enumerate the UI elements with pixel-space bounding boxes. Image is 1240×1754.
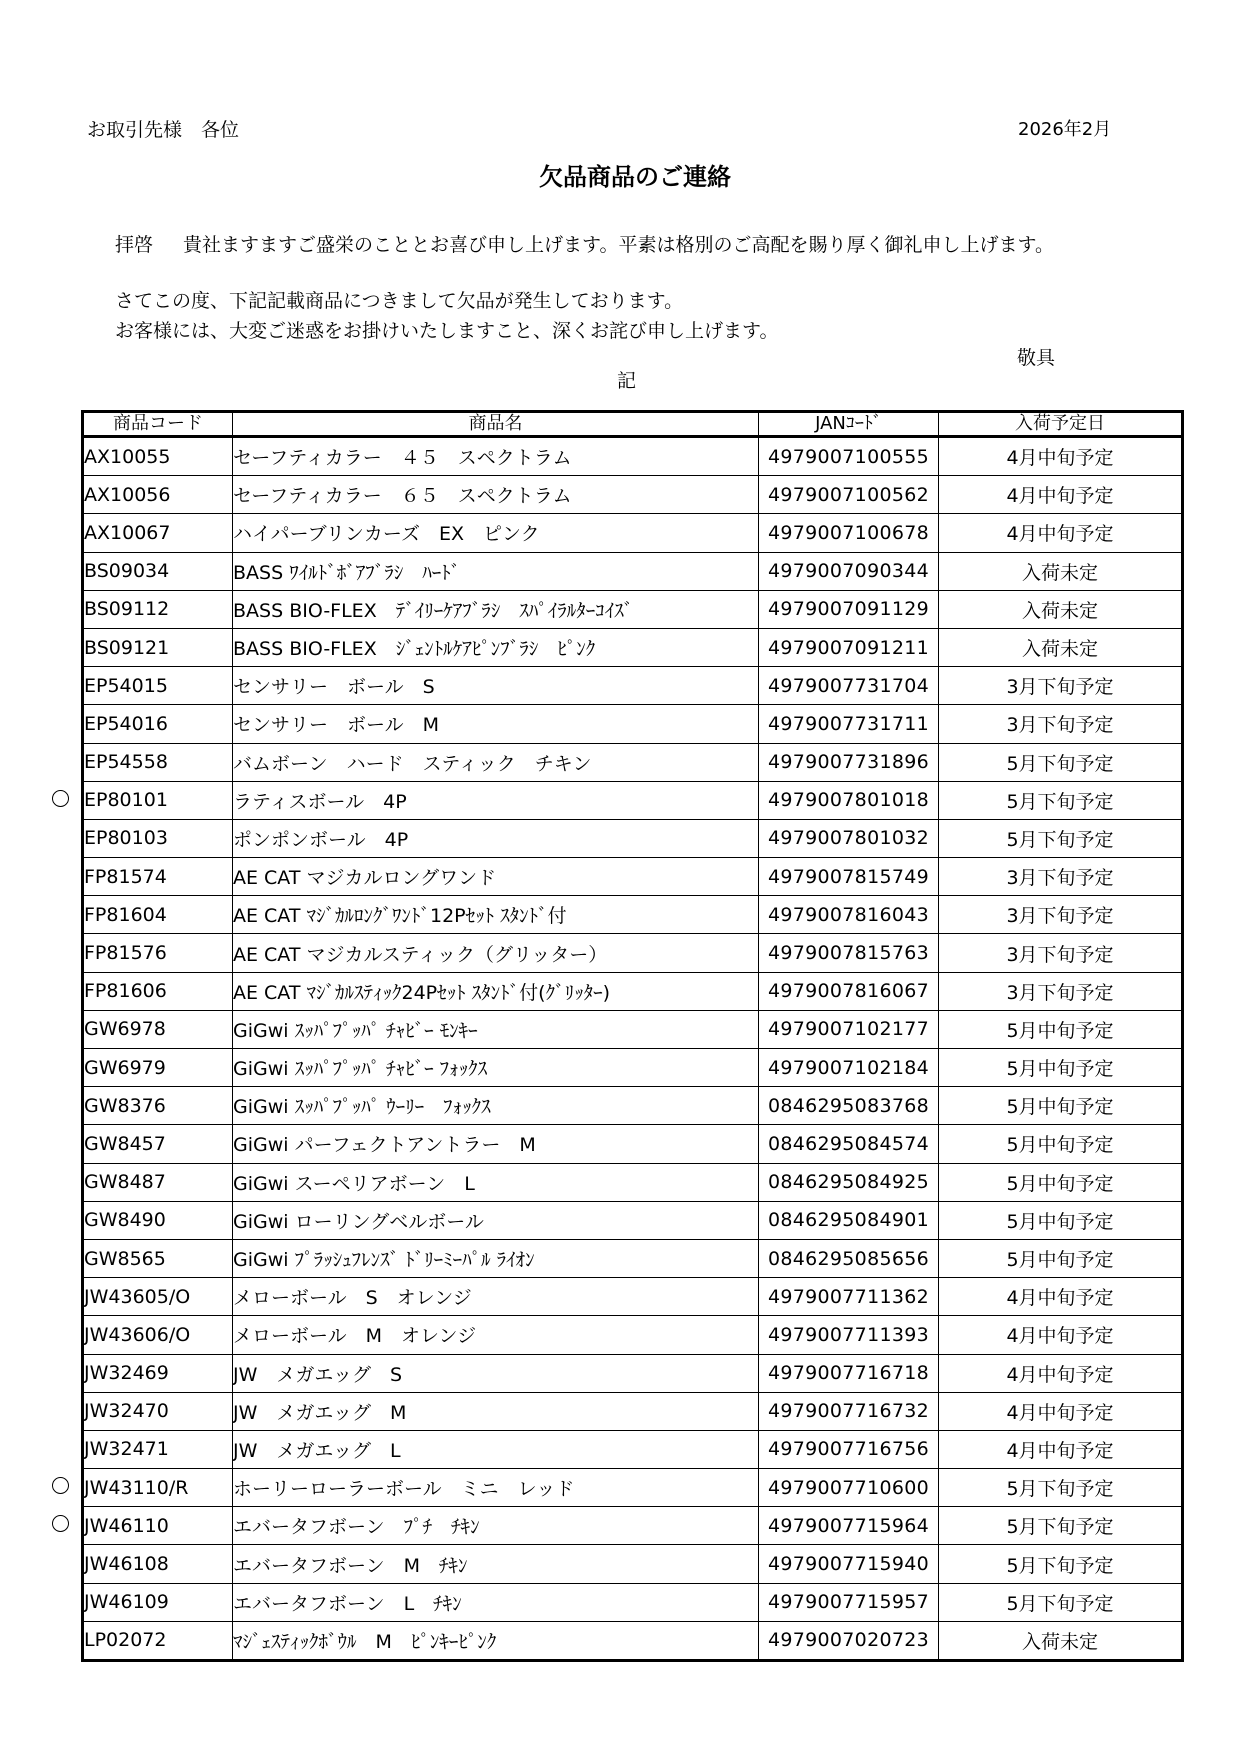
product-code-cell: FP81606 — [83, 972, 233, 1010]
jan-code-cell: 4979007731711 — [759, 705, 939, 743]
document-date: 2026年2月 — [1018, 119, 1112, 140]
product-code-cell: AX10055 — [83, 437, 233, 476]
jan-code-cell: 4979007100678 — [759, 514, 939, 552]
jan-code-cell: 4979007091129 — [759, 590, 939, 628]
arrival-date-cell: 4月中旬予定 — [939, 1430, 1183, 1468]
product-code-cell: JW32471 — [83, 1430, 233, 1468]
arrival-date-cell: 3月下旬予定 — [939, 705, 1183, 743]
body-line-1: さてこの度、下記記載商品につきまして欠品が発生しております。 — [115, 290, 684, 312]
jan-code-cell: 4979007711393 — [759, 1316, 939, 1354]
table-row — [83, 628, 1183, 666]
product-name-cell: GiGwi ﾌﾟﾗｯｼｭﾌﾚﾝｽﾞ ﾄﾞﾘｰﾐｰﾊﾟﾙ ﾗｲｵﾝ — [233, 1239, 759, 1277]
jan-code-cell: 4979007731704 — [759, 667, 939, 705]
jan-code-cell: 4979007815763 — [759, 934, 939, 972]
greeting-line — [115, 230, 1054, 257]
table-row — [83, 1316, 1183, 1354]
product-name-cell: ホーリーローラーボール ミニ レッド — [233, 1469, 759, 1507]
greeting-word: 拝啓 — [115, 234, 154, 256]
table-row — [83, 1469, 1183, 1507]
table-row — [83, 934, 1183, 972]
product-code-cell: GW8457 — [83, 1125, 233, 1163]
jan-code-cell: 4979007102184 — [759, 1049, 939, 1087]
product-code-cell: JW32470 — [83, 1392, 233, 1430]
jan-code-cell: 4979007801032 — [759, 819, 939, 857]
product-code-cell: GW8376 — [83, 1087, 233, 1125]
product-code-cell: EP54558 — [83, 743, 233, 781]
table-row — [83, 514, 1183, 552]
product-name-cell: センサリー ボール S — [233, 667, 759, 705]
header-product-name: 商品名 — [233, 412, 759, 437]
product-code-cell: JW46108 — [83, 1545, 233, 1583]
arrival-date-cell: 5月中旬予定 — [939, 1239, 1183, 1277]
arrival-date-cell: 3月下旬予定 — [939, 934, 1183, 972]
document-title: 欠品商品のご連絡 — [539, 163, 731, 191]
arrival-date-cell: 4月中旬予定 — [939, 1316, 1183, 1354]
arrival-date-cell: 5月中旬予定 — [939, 1201, 1183, 1239]
row-mark-circle-icon — [52, 1515, 69, 1532]
product-name-cell: JW メガエッグ S — [233, 1354, 759, 1392]
arrival-date-cell: 入荷未定 — [939, 1621, 1183, 1660]
product-name-cell: エバータフボーン M ﾁｷﾝ — [233, 1545, 759, 1583]
product-name-cell: AE CAT マジカルロングワンド — [233, 858, 759, 896]
table-row — [83, 552, 1183, 590]
product-name-cell: エバータフボーン ﾌﾟﾁ ﾁｷﾝ — [233, 1507, 759, 1545]
jan-code-cell: 4979007090344 — [759, 552, 939, 590]
jan-code-cell: 4979007815749 — [759, 858, 939, 896]
arrival-date-cell: 4月中旬予定 — [939, 476, 1183, 514]
product-name-cell: JW メガエッグ L — [233, 1430, 759, 1468]
arrival-date-cell: 5月中旬予定 — [939, 1049, 1183, 1087]
jan-code-cell: 4979007731896 — [759, 743, 939, 781]
product-name-cell: バムボーン ハード スティック チキン — [233, 743, 759, 781]
product-name-cell: GiGwi ローリングベルボール — [233, 1201, 759, 1239]
product-name-cell: AE CAT マジカルスティック（グリッター） — [233, 934, 759, 972]
table-row — [83, 476, 1183, 514]
arrival-date-cell: 4月中旬予定 — [939, 1278, 1183, 1316]
jan-code-cell: 4979007100562 — [759, 476, 939, 514]
product-code-cell: JW43606/O — [83, 1316, 233, 1354]
table-row — [83, 1010, 1183, 1048]
product-name-cell: ハイパーブリンカーズ EX ピンク — [233, 514, 759, 552]
jan-code-cell: 0846295085656 — [759, 1239, 939, 1277]
arrival-date-cell: 5月下旬予定 — [939, 1545, 1183, 1583]
product-code-cell: JW43605/O — [83, 1278, 233, 1316]
product-code-cell: EP54015 — [83, 667, 233, 705]
addressee: お取引先様 各位 — [87, 119, 240, 141]
jan-code-cell: 0846295083768 — [759, 1087, 939, 1125]
product-name-cell: BASS ﾜｲﾙﾄﾞﾎﾞｱﾌﾞﾗｼ ﾊｰﾄﾞ — [233, 552, 759, 590]
table-row — [83, 1507, 1183, 1545]
product-name-cell: BASS BIO-FLEX ｼﾞｪﾝﾄﾙｹｱﾋﾟﾝﾌﾞﾗｼ ﾋﾟﾝｸ — [233, 628, 759, 666]
jan-code-cell: 4979007801018 — [759, 781, 939, 819]
jan-code-cell: 0846295084901 — [759, 1201, 939, 1239]
closing-remark: 敬具 — [1017, 347, 1056, 369]
product-code-cell: LP02072 — [83, 1621, 233, 1660]
table-row — [83, 1125, 1183, 1163]
product-code-cell: JW46109 — [83, 1583, 233, 1621]
arrival-date-cell: 5月下旬予定 — [939, 1507, 1183, 1545]
arrival-date-cell: 3月下旬予定 — [939, 972, 1183, 1010]
ki-label: 記 — [617, 370, 637, 392]
arrival-date-cell: 5月中旬予定 — [939, 1087, 1183, 1125]
jan-code-cell: 4979007102177 — [759, 1010, 939, 1048]
arrival-date-cell: 3月下旬予定 — [939, 667, 1183, 705]
product-code-cell: EP54016 — [83, 705, 233, 743]
product-code-cell: FP81574 — [83, 858, 233, 896]
jan-code-cell: 4979007716718 — [759, 1354, 939, 1392]
row-mark-circle-icon — [52, 1477, 69, 1494]
table-row — [83, 437, 1183, 476]
jan-code-cell: 4979007100555 — [759, 437, 939, 476]
table-row — [83, 1354, 1183, 1392]
product-code-cell: BS09034 — [83, 552, 233, 590]
product-code-cell: EP80101 — [83, 781, 233, 819]
product-name-cell: センサリー ボール M — [233, 705, 759, 743]
product-name-cell: AE CAT ﾏｼﾞｶﾙﾛﾝｸﾞﾜﾝﾄﾞ12Pｾｯﾄ ｽﾀﾝﾄﾞ付 — [233, 896, 759, 934]
arrival-date-cell: 4月中旬予定 — [939, 514, 1183, 552]
table-row — [83, 1583, 1183, 1621]
product-code-cell: JW32469 — [83, 1354, 233, 1392]
table-row — [83, 1239, 1183, 1277]
product-name-cell: メローボール M オレンジ — [233, 1316, 759, 1354]
arrival-date-cell: 5月中旬予定 — [939, 1010, 1183, 1048]
product-code-cell: GW6979 — [83, 1049, 233, 1087]
table-row — [83, 1621, 1183, 1660]
product-name-cell: セーフティカラー ６５ スペクトラム — [233, 476, 759, 514]
table-row — [83, 858, 1183, 896]
arrival-date-cell: 5月中旬予定 — [939, 1163, 1183, 1201]
table-row — [83, 1430, 1183, 1468]
product-name-cell: エバータフボーン L ﾁｷﾝ — [233, 1583, 759, 1621]
header-jan-code: JANｺｰﾄﾞ — [759, 412, 939, 437]
product-name-cell: GiGwi ｽｯﾊﾟﾌﾟｯﾊﾟ ｳｰﾘｰ ﾌｫｯｸｽ — [233, 1087, 759, 1125]
table-row — [83, 1201, 1183, 1239]
arrival-date-cell: 入荷未定 — [939, 628, 1183, 666]
product-name-cell: GiGwi ｽｯﾊﾟﾌﾟｯﾊﾟ ﾁｬﾋﾞｰ ﾓﾝｷｰ — [233, 1010, 759, 1048]
jan-code-cell: 4979007091211 — [759, 628, 939, 666]
product-name-cell: JW メガエッグ M — [233, 1392, 759, 1430]
arrival-date-cell: 4月中旬予定 — [939, 437, 1183, 476]
product-code-cell: GW8490 — [83, 1201, 233, 1239]
arrival-date-cell: 3月下旬予定 — [939, 858, 1183, 896]
arrival-date-cell: 5月下旬予定 — [939, 1583, 1183, 1621]
product-code-cell: FP81604 — [83, 896, 233, 934]
table-row — [83, 1087, 1183, 1125]
jan-code-cell: 4979007715957 — [759, 1583, 939, 1621]
row-mark-circle-icon — [52, 790, 69, 807]
product-name-cell: AE CAT ﾏｼﾞｶﾙｽﾃｨｯｸ24Pｾｯﾄ ｽﾀﾝﾄﾞ付(ｸﾞﾘｯﾀｰ) — [233, 972, 759, 1010]
table-row — [83, 705, 1183, 743]
arrival-date-cell: 5月下旬予定 — [939, 819, 1183, 857]
product-code-cell: GW8487 — [83, 1163, 233, 1201]
product-code-cell: BS09121 — [83, 628, 233, 666]
product-code-cell: JW43110/R — [83, 1469, 233, 1507]
jan-code-cell: 4979007816067 — [759, 972, 939, 1010]
arrival-date-cell: 入荷未定 — [939, 590, 1183, 628]
table-row — [83, 819, 1183, 857]
table-row — [83, 743, 1183, 781]
table-row — [83, 590, 1183, 628]
table-row — [83, 1392, 1183, 1430]
jan-code-cell: 4979007711362 — [759, 1278, 939, 1316]
arrival-date-cell: 5月下旬予定 — [939, 743, 1183, 781]
product-name-cell: GiGwi スーペリアボーン L — [233, 1163, 759, 1201]
product-name-cell: ポンポンボール 4P — [233, 819, 759, 857]
table-body — [83, 437, 1183, 1661]
header-product-code: 商品コード — [83, 412, 233, 437]
table-row — [83, 781, 1183, 819]
jan-code-cell: 4979007715940 — [759, 1545, 939, 1583]
arrival-date-cell: 4月中旬予定 — [939, 1354, 1183, 1392]
arrival-date-cell: 5月下旬予定 — [939, 1469, 1183, 1507]
jan-code-cell: 0846295084574 — [759, 1125, 939, 1163]
jan-code-cell: 4979007020723 — [759, 1621, 939, 1660]
arrival-date-cell: 5月中旬予定 — [939, 1125, 1183, 1163]
product-name-cell: BASS BIO-FLEX ﾃﾞｲﾘｰｹｱﾌﾞﾗｼ ｽﾊﾟｲﾗﾙﾀｰｺｲｽﾞ — [233, 590, 759, 628]
jan-code-cell: 4979007716732 — [759, 1392, 939, 1430]
jan-code-cell: 4979007710600 — [759, 1469, 939, 1507]
arrival-date-cell: 4月中旬予定 — [939, 1392, 1183, 1430]
product-code-cell: JW46110 — [83, 1507, 233, 1545]
arrival-date-cell: 5月下旬予定 — [939, 781, 1183, 819]
table-header-row — [83, 412, 1183, 437]
product-name-cell: GiGwi ｽｯﾊﾟﾌﾟｯﾊﾟ ﾁｬﾋﾞｰ ﾌｫｯｸｽ — [233, 1049, 759, 1087]
table-row — [83, 1163, 1183, 1201]
header-arrival-date: 入荷予定日 — [939, 412, 1183, 437]
product-name-cell: メローボール S オレンジ — [233, 1278, 759, 1316]
greeting-text: 貴社ますますご盛栄のこととお喜び申し上げます。平素は格別のご高配を賜り厚く御礼申し上げます。 — [183, 234, 1054, 256]
product-name-cell: ﾏｼﾞｪｽﾃｨｯｸﾎﾞｳﾙ M ﾋﾟﾝｷｰﾋﾟﾝｸ — [233, 1621, 759, 1660]
product-code-cell: EP80103 — [83, 819, 233, 857]
table-row — [83, 1049, 1183, 1087]
product-code-cell: GW8565 — [83, 1239, 233, 1277]
product-name-cell: ラティスボール 4P — [233, 781, 759, 819]
product-name-cell: GiGwi パーフェクトアントラー M — [233, 1125, 759, 1163]
arrival-date-cell: 3月下旬予定 — [939, 896, 1183, 934]
body-line-2: お客様には、大変ご迷惑をお掛けいたしますこと、深くお詫び申し上げます。 — [115, 320, 779, 342]
table-row — [83, 896, 1183, 934]
arrival-date-cell: 入荷未定 — [939, 552, 1183, 590]
product-name-cell: セーフティカラー ４５ スペクトラム — [233, 437, 759, 476]
product-code-cell: AX10056 — [83, 476, 233, 514]
table-row — [83, 1545, 1183, 1583]
product-code-cell: FP81576 — [83, 934, 233, 972]
product-code-cell: AX10067 — [83, 514, 233, 552]
product-code-cell: GW6978 — [83, 1010, 233, 1048]
jan-code-cell: 4979007716756 — [759, 1430, 939, 1468]
table-row — [83, 667, 1183, 705]
jan-code-cell: 4979007816043 — [759, 896, 939, 934]
out-of-stock-table — [81, 410, 1184, 1662]
product-code-cell: BS09112 — [83, 590, 233, 628]
table-row — [83, 1278, 1183, 1316]
jan-code-cell: 0846295084925 — [759, 1163, 939, 1201]
table-row — [83, 972, 1183, 1010]
jan-code-cell: 4979007715964 — [759, 1507, 939, 1545]
